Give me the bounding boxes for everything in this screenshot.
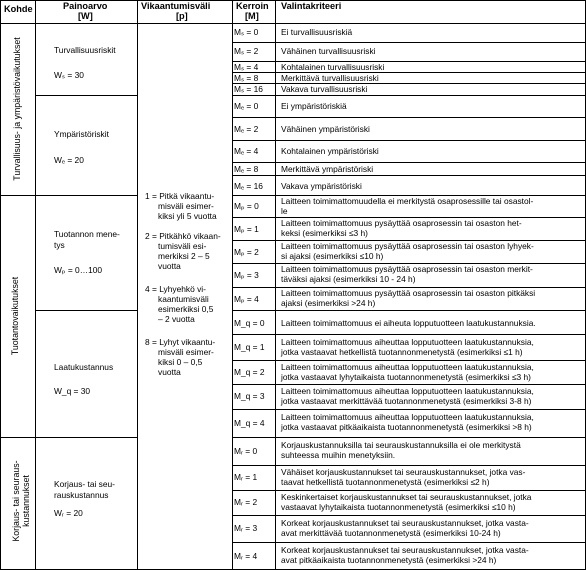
criterion-me-0: Ei ympäristöriskiä: [281, 101, 347, 111]
criterion-mr-2: Keskinkertaiset korjauskustannukset tai seurauskustannukset, jotka: [281, 492, 532, 502]
criterion-mr-4: Korkeat korjauskustannukset tai seurauskustannukset, jotka vasta-: [281, 545, 529, 555]
header-vikaantumisvali: Vikaantumisväli: [141, 1, 211, 11]
factor-me-4: Mₑ = 4: [234, 146, 259, 156]
factor-mr-0: Mᵣ = 0: [234, 446, 258, 456]
weight-quality-title: Laatukustannus: [54, 362, 114, 372]
factor-me-0: Mₑ = 0: [234, 101, 259, 111]
factor-mr-4: Mᵣ = 4: [234, 551, 258, 561]
interval-2-line1: 2 = Pitkähkö vikaan-: [145, 231, 221, 241]
factor-ms-8: Mₛ = 8: [234, 73, 259, 83]
criterion-me-2: Vähäinen ympäristöriski: [281, 124, 370, 134]
header-painoarvo: Painoarvo: [63, 1, 108, 11]
factor-mp-3: Mₚ = 3: [234, 270, 259, 280]
criterion-mp-3-cont: täväksi ajaksi (esimerkiksi 10 - 24 h): [281, 274, 416, 284]
header-kohde: Kohde: [4, 4, 33, 14]
factor-ms-4: Mₛ = 4: [234, 62, 259, 72]
group-safety-environment: Turvallisuus- ja ympäristövaikutukset: [12, 37, 22, 181]
group-repair-costs-line2: kustannukset: [21, 475, 31, 527]
interval-3-line4: – 2 vuotta: [158, 314, 195, 324]
factor-me-8: Mₑ = 8: [234, 164, 259, 174]
header-vikaantumisvali-unit: [p]: [176, 11, 188, 21]
criterion-mp-0-cont: le: [281, 206, 288, 216]
interval-4-line1: 8 = Lyhyt vikaantu-: [145, 337, 216, 347]
interval-4-line2: misväli esimer-: [158, 347, 214, 357]
criterion-mr-0: Korjauskustannuksilla tai seurauskustannuksilla ei ole merkitystä: [281, 440, 521, 450]
interval-2-line4: vuotta: [158, 261, 181, 271]
header-kerroin-unit: [M]: [245, 11, 259, 21]
weight-repair-value: Wᵣ = 20: [54, 508, 83, 518]
factor-mp-1: Mₚ = 1: [234, 224, 259, 234]
criterion-ms-16: Vakava turvallisuusriski: [281, 84, 368, 94]
criterion-mp-2-cont: si ajaksi (esimerkiksi ≤10 h): [281, 251, 384, 261]
weight-production-title-2: tys: [54, 240, 65, 250]
criterion-ms-0: Ei turvallisuusriskiä: [281, 27, 353, 37]
criterion-mp-2: Laitteen toimimattomuus pysäyttää osaprosessin tai osaston lyhyek-: [281, 241, 534, 251]
weight-quality-value: W_q = 30: [54, 386, 91, 396]
factor-mp-4: Mₚ = 4: [234, 294, 259, 304]
interval-2-line3: merkiksi 2 – 5: [158, 251, 210, 261]
criterion-mr-2-cont: vastaavat lyhytaikaista tuotannonmenetystä (esimerkiksi ≤10 h): [281, 502, 516, 512]
criterion-mr-3: Korkeat korjauskustannukset tai seurauskustannukset, jotka vasta-: [281, 518, 529, 528]
factor-ms-16: Mₛ = 16: [234, 84, 263, 94]
factor-ms-2: Mₛ = 2: [234, 46, 259, 56]
factor-mq-1: M_q = 1: [234, 342, 265, 352]
weight-production-value: Wₚ = 0…100: [54, 265, 103, 275]
criterion-mq-3-cont: jotka vastaavat merkittävää tuotannonmenetystä (esimerkiksi 3-8 h): [281, 396, 532, 406]
criterion-mq-1-cont: jotka vastaavat hetkellistä tuotannonmenetystä (esimerkiksi ≤1 h): [281, 347, 523, 357]
criterion-ms-4: Kohtalainen turvallisuusriski: [281, 62, 385, 72]
weight-safety-value: Wₛ = 30: [54, 70, 84, 80]
interval-3-line2: kaantumisväli: [158, 294, 209, 304]
factor-me-2: Mₑ = 2: [234, 124, 259, 134]
criterion-mp-4-cont: ajaksi (esimerkiksi >24 h): [281, 298, 376, 308]
interval-2-line2: tumisväli esi-: [158, 241, 207, 251]
criterion-ms-8: Merkittävä turvallisuusriski: [281, 73, 379, 83]
criterion-me-16: Vakava ympäristöriski: [281, 181, 362, 191]
criterion-mp-0: Laitteen toimimattomuudella ei merkitystä osaprosessille tai osastol-: [281, 196, 534, 206]
interval-4-line3: kiksi 0 – 0,5: [158, 357, 203, 367]
criterion-ms-2: Vähäinen turvallisuusriski: [281, 46, 376, 56]
criterion-mp-1: Laitteen toimimattomuus pysäyttää osaprosessin tai osaston het-: [281, 218, 522, 228]
criterion-mp-3: Laitteen toimimattomuus pysäyttää osaprosessin tai osaston merkit-: [281, 264, 533, 274]
criterion-mr-0-cont: suhteessa muihin menetyksiin.: [281, 450, 396, 460]
factor-mr-1: Mᵣ = 1: [234, 472, 258, 482]
factor-mp-2: Mₚ = 2: [234, 247, 259, 257]
criterion-mq-0: Laitteen toimimattomuus ei aiheuta lopputuotteen laatukustannuksia.: [281, 318, 536, 328]
criterion-mr-3-cont: avat merkittävää tuotannonmenetystä (esimerkiksi 10-24 h): [281, 528, 501, 538]
criterion-mr-1-cont: taavat hetkellistä tuotannonmenetystä (esimerkiksi ≤2 h): [281, 477, 490, 487]
criterion-mr-4-cont: avat pitkäaikaista tuotannonmenetystä (esimerkiksi >24 h): [281, 555, 497, 565]
weight-repair-title: Korjaus- tai seu-: [54, 479, 115, 489]
interval-1-line2: misväli esimer-: [158, 201, 214, 211]
factor-mq-2: M_q = 2: [234, 367, 265, 377]
group-production: Tuotantovaikutukset: [10, 276, 20, 356]
factor-mr-2: Mᵣ = 2: [234, 497, 258, 507]
criterion-mq-2-cont: jotka vastaavat lyhytaikaista tuotannonmenetystä (esimerkiksi ≤3 h): [281, 372, 531, 382]
criterion-mp-1-cont: keksi (esimerkiksi ≤3 h): [281, 228, 368, 238]
weight-environment-value: Wₑ = 20: [54, 155, 84, 165]
factor-me-16: Mₑ = 16: [234, 181, 263, 191]
factor-mp-0: Mₚ = 0: [234, 201, 259, 211]
weight-production-title: Tuotannon mene-: [54, 229, 120, 239]
factor-mq-3: M_q = 3: [234, 391, 265, 401]
header-valintakriteeri: Valintakriteeri: [281, 1, 342, 11]
interval-3-line3: esimerkiksi 0,5: [158, 304, 214, 314]
factor-mr-3: Mᵣ = 3: [234, 523, 258, 533]
factor-ms-0: Mₛ = 0: [234, 27, 259, 37]
criterion-mq-4-cont: jotka vastaavat pitkäaikaista tuotannonmenetystä (esimerkiksi >8 h): [281, 422, 532, 432]
criterion-mq-3: Laitteen toimimattomuus aiheuttaa lopputuotteen laatukustannuksia,: [281, 386, 534, 396]
weight-repair-title-2: rauskustannus: [54, 490, 109, 500]
header-kerroin: Kerroin: [236, 1, 269, 11]
factor-mq-4: M_q = 4: [234, 418, 265, 428]
interval-1-line1: 1 = Pitkä vikaantu-: [145, 191, 215, 201]
criterion-mq-4: Laitteen toimimattomuus aiheuttaa lopputuotteen laatukustannuksia,: [281, 412, 534, 422]
factor-mq-0: M_q = 0: [234, 318, 265, 328]
criterion-me-8: Merkittävä ympäristöriski: [281, 164, 374, 174]
interval-1-line3: kiksi yli 5 vuotta: [158, 211, 217, 221]
header-painoarvo-unit: [W]: [78, 11, 93, 21]
interval-3-line1: 4 = Lyhyehkö vi-: [145, 284, 206, 294]
group-repair-costs-line1: Korjaus- tai seuraus-: [11, 460, 21, 542]
weight-safety-title: Turvallisuusriskit: [54, 45, 116, 55]
interval-4-line4: vuotta: [158, 367, 181, 377]
criterion-mq-1: Laitteen toimimattomuus aiheuttaa lopputuotteen laatukustannuksia,: [281, 337, 534, 347]
criterion-mr-1: Vähäiset korjauskustannukset tai seurauskustannukset, jotka vas-: [281, 467, 526, 477]
criterion-mq-2: Laitteen toimimattomuus aiheuttaa lopputuotteen laatukustannuksia,: [281, 362, 534, 372]
criterion-mp-4: Laitteen toimimattomuus pysäyttää osaprosessin tai osaston pitkäksi: [281, 288, 536, 298]
criterion-me-4: Kohtalainen ympäristöriski: [281, 146, 379, 156]
weight-environment-title: Ympäristöriskit: [54, 129, 109, 139]
